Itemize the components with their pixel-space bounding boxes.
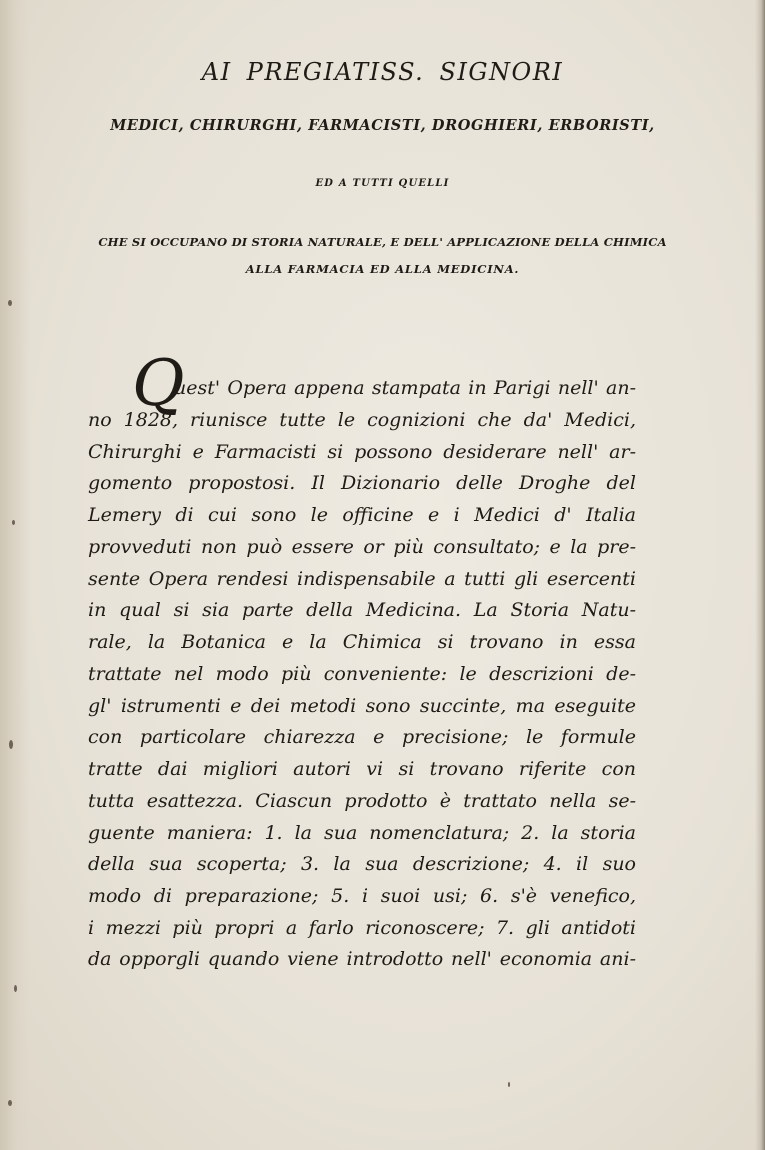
- page-left-edge: [0, 0, 30, 1150]
- body-text-line: sente Opera rendesi indispensabile a tutti gli esercenti: [88, 568, 636, 590]
- body-text-line: gomento propostosi. Il Dizionario delle Droghe del: [88, 472, 636, 494]
- body-text-line: Chirurghi e Farmacisti si possono desiderare nell' ar-: [88, 441, 636, 463]
- ink-speck: [14, 985, 17, 992]
- body-text-line: trattate nel modo più conveniente: le descrizioni de-: [88, 663, 636, 685]
- body-text-line: guente maniera: 1. la sua nomenclatura; 2. la storia: [88, 822, 636, 844]
- body-text-line: i mezzi più propri a farlo riconoscere; 7. gli antidoti: [88, 917, 636, 939]
- ink-speck: [8, 1100, 12, 1106]
- body-text-line: provveduti non può essere or più consultato; e la pre-: [88, 536, 636, 558]
- body-text-line: tutta esattezza. Ciascun prodotto è trattato nella se-: [88, 790, 636, 812]
- page-right-edge: [755, 0, 765, 1150]
- ink-speck: [9, 740, 13, 749]
- body-text-line: Lemery di cui sono le officine e i Medici d' Italia: [88, 504, 636, 526]
- body-text-line: in qual si sia parte della Medicina. La Storia Natu-: [88, 599, 636, 621]
- dedication-line-1: CHE SI OCCUPANO DI STORIA NATURALE, E DELL' APPLICAZIONE DELLA CHIMICA: [98, 235, 667, 249]
- body-text-line: da opporgli quando viene introdotto nell' economia ani-: [88, 948, 636, 970]
- ink-speck: [12, 520, 15, 525]
- body-text-line: uest' Opera appena stampata in Parigi nell' an-: [174, 377, 636, 399]
- dedication-line-2: ALLA FARMACIA ED ALLA MEDICINA.: [245, 262, 520, 276]
- dedication-recipients: MEDICI, CHIRURGHI, FARMACISTI, DROGHIERI, ERBORISTI,: [110, 117, 655, 134]
- drop-cap: Q: [132, 347, 185, 421]
- body-text-line: tratte dai migliori autori vi si trovano riferite con: [88, 758, 636, 780]
- body-text-line: della sua scoperta; 3. la sua descrizione; 4. il suo: [88, 853, 636, 875]
- ink-speck: [8, 300, 12, 306]
- ink-speck: [508, 1082, 510, 1087]
- body-text-line: con particolare chiarezza e precisione; le formule: [88, 726, 636, 748]
- body-text-line: rale, la Botanica e la Chimica si trovano in essa: [88, 631, 636, 653]
- body-text-line: gl' istrumenti e dei metodi sono succinte, ma eseguite: [88, 695, 636, 717]
- dedication-connector: ED A TUTTI QUELLI: [315, 178, 450, 189]
- dedication-heading: AI PREGIATISS. SIGNORI: [201, 58, 564, 86]
- body-text-line: modo di preparazione; 5. i suoi usi; 6. s'è venefico,: [88, 885, 636, 907]
- body-text-line: no 1828, riunisce tutte le cognizioni che da' Medici,: [88, 409, 636, 431]
